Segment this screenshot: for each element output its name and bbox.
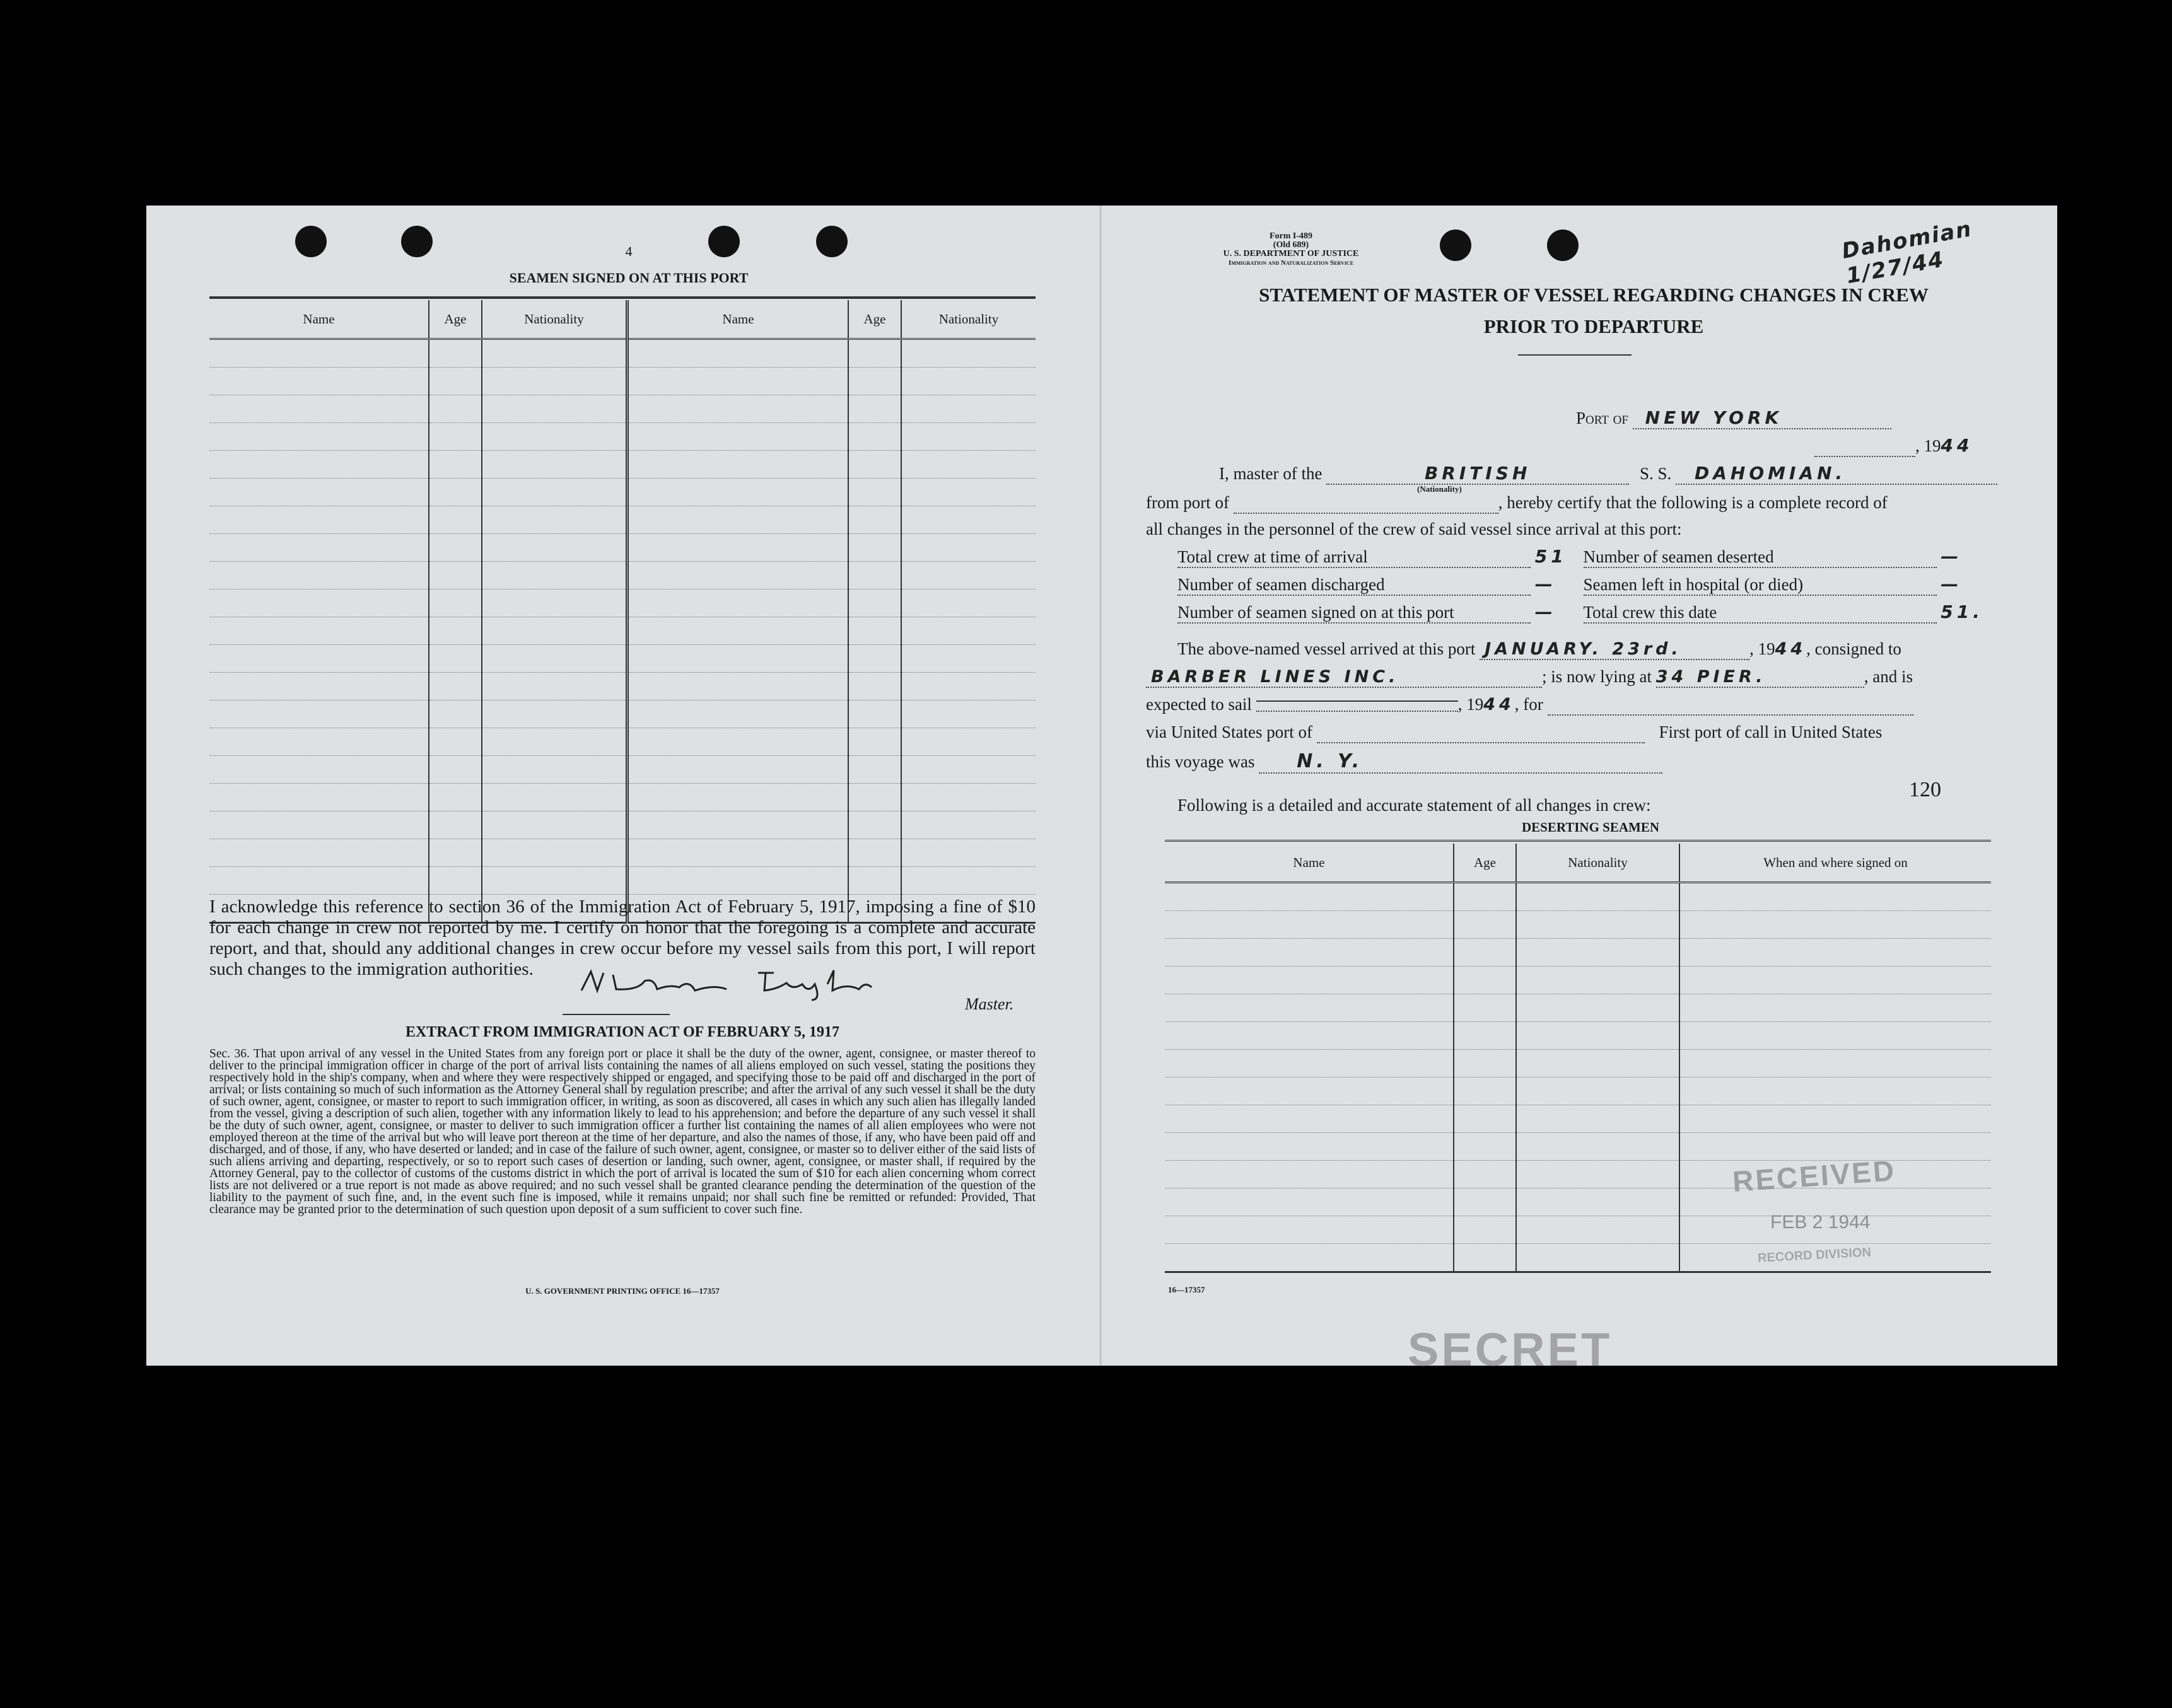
section-36-text: Sec. 36. That upon arrival of any vessel in the United States from any foreign port or place it shall be the duty of the owner, agent, consignee, or master thereof to deliver to the principal immigration officer in charge of the port of arrival lists containing the names of all aliens employed on such vessel, stating the positions they respectively hold in the ship's company, when and where they were respectively shipped or engaged, and specifying those to be paid off and discharged in the port of arrival; or lists containing so much of such information as the Attorney General shall by regulation prescribe; and after the arrival of any such vessel it shall be the duty of such owner, agent, consignee, or master to report to such immigration officer, in writing, as soon as discovered, all cases in which any such alien has illegally landed from the vessel, giving a description of such alien, together with any information likely to lead to his apprehension; and before the departure of any such vessel it shall be the duty of such owner, agent, consignee, or master to deliver to such immigration officer a further list containing the names of all alien employees who were not employed thereon at the time of the arrival but who will leave port thereon at the time of her departure, and also the names of those, if any, who have been paid off and discharged, and of those, if any, who have deserted or landed; and in case of the failure of such owner, agent, consignee, or master so to deliver either of the said lists of such aliens arriving and departing, respectively, or so to report such cases of desertion or landing, such owner, agent, consignee, or master shall, if required by the Attorney General, pay to the collector of customs of the customs district in which the port of arrival is located the sum of $10 for each alien concerning whom correct lists are not delivered or a true report is not made as above required; and no such vessel shall be granted clearance pending the determination of the question of the liability to the payment of such fine, and, in the event such fine is imposed, while it remains unpaid; nor shall such fine be remitted or refunded: Provided, That clearance may be granted prior to the determination of such question upon deposit of a sum sufficient to cover such fine. (209, 1047, 1036, 1216)
table-row (209, 784, 1036, 811)
table-row (209, 534, 1036, 562)
arrived-year-value: 44 (1775, 639, 1807, 659)
left-page (146, 206, 1099, 1366)
table-row (209, 395, 1036, 423)
corner-note: Dahomian 1/27/44 (1840, 216, 1975, 289)
lying-text: ; is now lying at (1542, 667, 1652, 686)
port-row (1576, 407, 1891, 429)
column-header: Name (1165, 844, 1454, 883)
total-crew-arrival-label: Total crew at time of arrival (1177, 547, 1531, 568)
and-is-text: , and is (1864, 667, 1913, 686)
table-row (1165, 994, 1991, 1022)
table-row (1165, 939, 1991, 967)
form-header (1190, 232, 1392, 267)
form-title-line-2: PRIOR TO DEPARTURE (1483, 315, 1704, 337)
table-row (1165, 1105, 1991, 1133)
blank-line (1256, 700, 1458, 712)
table-row (209, 756, 1036, 784)
column-header: Nationality (1516, 844, 1679, 883)
deserted-label: Number of seamen deserted (1584, 547, 1937, 568)
stats-row-1 (1177, 546, 1962, 568)
section-title: SEAMEN SIGNED ON AT THIS PORT (509, 270, 749, 286)
blank-line (1317, 723, 1645, 743)
table-row (1165, 1022, 1991, 1050)
sail-year-value: 44 (1483, 695, 1515, 714)
document-sheet (146, 206, 2057, 1376)
blank-line (1234, 493, 1498, 514)
form-old-number: (Old 689) (1273, 240, 1309, 250)
table-row (209, 700, 1036, 728)
acknowledgement-text: I acknowledge this reference to section 36 of the Immigration Act of February 5, 1917, imposing a fine of $10 for each change in crew not reported by me. I certify on honor that the foregoing is a complete and accurate report, and that, should any additional changes in crew occur before my vessel sails from this port, I will report such changes to the immigration authorities. (209, 897, 1036, 979)
table-row (209, 673, 1036, 700)
for-text: , for (1514, 695, 1543, 714)
table-row (209, 479, 1036, 506)
certify-text: , hereby certify that the following is a complete record of (1498, 493, 1888, 512)
table-row (209, 645, 1036, 673)
form-title-line-1: STATEMENT OF MASTER OF VESSEL REGARDING CHANGES IN CREW (1259, 284, 1929, 306)
column-header: Nationality (482, 300, 628, 339)
table-row (1165, 883, 1991, 911)
deserting-title: DESERTING SEAMEN (1521, 820, 1660, 835)
master-row (1219, 463, 1997, 485)
master-prefix: I, master of the (1219, 464, 1322, 483)
hospital-label: Seamen left in hospital (or died) (1584, 575, 1937, 596)
punch-hole (1440, 229, 1471, 261)
right-page (1102, 206, 2057, 1376)
signed-on-value: — (1534, 601, 1556, 622)
column-header: Nationality (901, 300, 1036, 339)
first-port-text: First port of call in United States (1659, 723, 1883, 741)
table-row (209, 811, 1036, 839)
arrival-date-value: JANUARY. 23rd. (1480, 639, 1749, 660)
secret-stamp: SECRET (1408, 1323, 1613, 1376)
received-stamp: RECEIVED (1731, 1154, 1897, 1198)
rule (1165, 840, 1991, 842)
arrived-year-prefix: , 19 (1749, 639, 1775, 658)
table-row (209, 867, 1036, 895)
port-label: Port of (1576, 409, 1628, 427)
deserting-seamen-table (1165, 844, 1991, 1273)
signed-on-table (209, 300, 1036, 924)
printer-line: 16—17357 (1168, 1285, 1205, 1294)
table-row (209, 728, 1036, 756)
punch-hole (1547, 229, 1579, 261)
year-prefix: , 19 (1915, 436, 1941, 455)
from-port-label: from port of (1146, 493, 1229, 512)
table-row (209, 506, 1036, 534)
column-header: Age (1454, 844, 1516, 883)
date-row (1814, 435, 1973, 457)
stats-row-3 (1177, 601, 1983, 624)
table-row (1165, 967, 1991, 994)
handwritten-signature (569, 965, 935, 1003)
department: U. S. DEPARTMENT OF JUSTICE (1223, 249, 1359, 259)
page-count: 120 (1909, 778, 1941, 801)
expected-text: expected to sail (1146, 695, 1252, 714)
form-number: Form I-489 (1269, 231, 1313, 241)
blank-line (1814, 436, 1915, 457)
year-value: 44 (1941, 435, 1973, 456)
arrived-text: The above-named vessel arrived at this port (1177, 639, 1476, 658)
record-division-stamp: RECORD DIVISION (1757, 1245, 1872, 1265)
table-row (209, 339, 1036, 368)
column-header: Age (848, 300, 901, 339)
received-date-stamp: FEB 2 1944 (1770, 1212, 1871, 1233)
consignee-row (1146, 667, 1913, 688)
sail-row (1146, 695, 1913, 716)
pier-value: 34 PIER. (1656, 667, 1864, 688)
deserted-value: — (1941, 546, 1963, 567)
table-row (1165, 1078, 1991, 1105)
discharged-label: Number of seamen discharged (1177, 575, 1531, 596)
ship-name-value: DAHOMIAN. (1676, 463, 1997, 485)
port-value: NEW YORK (1633, 407, 1891, 429)
total-crew-date-value: 51. (1941, 601, 1983, 622)
extract-title: EXTRACT FROM IMMIGRATION ACT OF FEBRUARY 5, 1917 (405, 1024, 840, 1040)
table-row (1165, 1050, 1991, 1078)
table-row (1165, 911, 1991, 939)
hospital-value: — (1941, 574, 1963, 595)
table-row (209, 423, 1036, 451)
rule (563, 1014, 670, 1015)
printer-line: U. S. GOVERNMENT PRINTING OFFICE 16—17357 (525, 1286, 720, 1296)
table-row (209, 839, 1036, 867)
voyage-value: N. Y. (1259, 750, 1662, 774)
from-port-row (1146, 493, 1888, 514)
column-header: Name (209, 300, 429, 339)
table-row (209, 617, 1036, 645)
nationality-caption: (Nationality) (1417, 484, 1462, 494)
changes-row: all changes in the personnel of the crew of said vessel since arrival at this port: (1146, 520, 1682, 538)
voyage-text: this voyage was (1146, 752, 1255, 771)
master-label: Master. (965, 995, 1014, 1013)
ss-label: S. S. (1639, 464, 1672, 483)
nationality-value: BRITISH (1326, 463, 1629, 485)
signed-on-label: Number of seamen signed on at this port (1177, 603, 1531, 624)
page-number: 4 (625, 243, 633, 259)
rule (209, 296, 1036, 299)
arrival-row (1177, 639, 1901, 660)
consigned-text: , consigned to (1806, 639, 1901, 658)
voyage-row (1146, 750, 1662, 774)
table-row (209, 590, 1036, 617)
via-text: via United States port of (1146, 723, 1312, 741)
signature (569, 965, 935, 1003)
sail-year-prefix: , 19 (1457, 695, 1484, 714)
service: Immigration and Naturalization Service (1229, 259, 1353, 267)
following-text: Following is a detailed and accurate statement of all changes in crew: (1177, 796, 1651, 815)
column-header: Name (628, 300, 849, 339)
consignee-value: BARBER LINES INC. (1146, 667, 1542, 688)
table-row (209, 562, 1036, 590)
via-row (1146, 723, 1882, 743)
stats-row-2 (1177, 574, 1962, 596)
table-row (209, 451, 1036, 479)
table-row (209, 368, 1036, 395)
total-crew-arrival-value: 51 (1534, 546, 1567, 567)
column-header: Age (429, 300, 482, 339)
blank-line (1548, 695, 1913, 716)
column-header: When and where signed on (1679, 844, 1991, 883)
rule (1518, 354, 1632, 356)
discharged-value: — (1534, 574, 1556, 595)
total-crew-date-label: Total crew this date (1584, 603, 1937, 624)
